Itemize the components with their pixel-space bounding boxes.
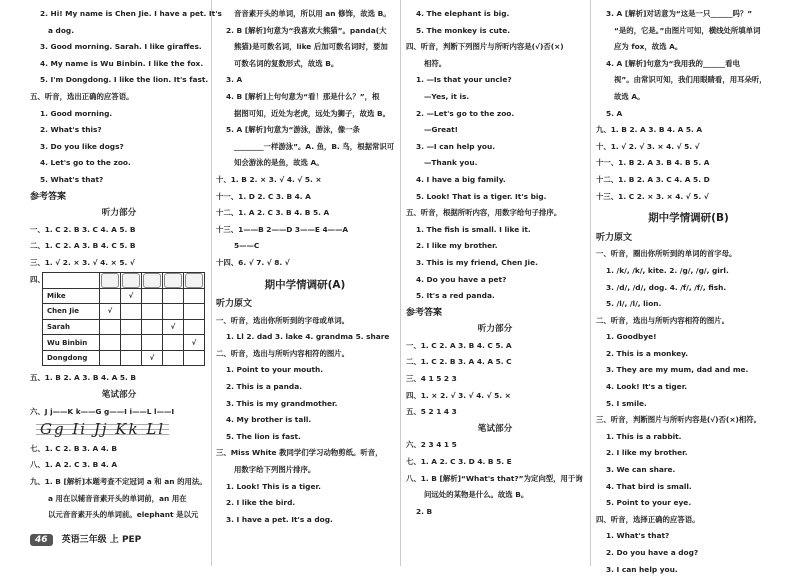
listening-heading: 听力部分 [477,324,513,335]
answer-line: 六、J j——K k——G g——I i——L l——I [30,406,175,416]
text-line: 3. This is my friend, Chen Jie. [416,257,538,267]
table-row [43,288,205,304]
text-line: 知会游泳的是鱼，故选 A。 [234,158,324,168]
row-name: Sarah [43,319,100,335]
row-name: Dongdong [43,350,100,366]
text-line: 1. This is a rabbit. [606,431,682,441]
text-line: 4. Do you have a pet? [416,274,507,284]
writing-heading: 笔试部分 [477,423,513,434]
text-line: 5. It's a red panda. [416,291,495,301]
answer-line: 一、1. C 2. B 3. C 4. A 5. B [30,224,136,234]
answer-line: 二、1. C 2. A 3. B 4. C 5. B [30,241,136,251]
text-line: 2. Hi! My name is Chen Jie. I have a pet. It's [40,9,222,18]
answer-line: 5——C [234,241,260,251]
section-heading: 五、听音，根据所听内容，用数字给句子排序。 [406,208,562,218]
table-cell [100,319,121,335]
answer-line: 二、1. C 2. B 3. A 4. A 5. C [406,357,512,367]
text-line: 4. The elephant is big. [416,9,510,18]
table-cell [163,350,184,366]
answer-line: 三、1. √ 2. × 3. √ 4. × 5. √ [30,257,135,267]
text-line: 2. I like my brother. [416,241,498,251]
answer-line: 八、1. A 2. C 3. B 4. A [30,460,118,470]
text-line: 1. Ll 2. dad 3. lake 4. grandma 5. share [226,332,390,342]
table-cell [142,335,163,351]
page-footer [30,532,141,546]
text-line: 1. The fish is small. I like it. [416,224,531,234]
text-line: 相符。 [424,58,447,68]
table-cell [121,304,142,320]
table-cell [121,319,142,335]
text-line: —Thank you. [424,158,478,168]
table-cell [184,350,205,366]
section-heading: 二、听音，选出与所听内容相符的图片。 [216,348,350,358]
text-line: ________一样游泳”。A. 鱼，B. 鸟，根据常识可 [234,141,395,151]
text-line: 2. Do you have a dog? [606,548,699,557]
text-line: 用数字给下列图片排序。 [234,465,316,475]
page-number: 46 [30,534,53,546]
text-line: 1. Look! This is a tiger. [226,481,321,491]
giraffe-icon [100,272,121,288]
text-line: a 用在以辅音音素开头的单词前，an 用在 [48,493,187,503]
text-line: 应为 fox，故选 A。 [614,42,683,52]
text-line: 5. Look! That is a tiger. It's big. [416,191,547,201]
table-row [43,319,205,335]
answer-line: 十三、1. C 2. × 3. × 4. √ 5. √ [596,191,709,201]
table-cell [142,304,163,320]
text-line: 故选 A。 [614,91,645,101]
text-line: 音音素开头的单词，所以用 an 修饰，故选 B。 [234,9,391,18]
text-line: 5. /l/, /l/, lion. [606,299,662,309]
answer-line: 五、5 2 1 4 3 [406,407,457,417]
answer-line: 七、1. A 2. C 3. D 4. B 5. E [406,457,512,467]
table-header-row [43,272,205,288]
text-line: 3. A [226,75,243,85]
table-cell [184,304,205,320]
text-line: “是的，它是。”由图片可知，横线处所填单词 [614,25,761,35]
table-cell [121,350,142,366]
table-cell [163,288,184,304]
text-line: 3. /d/, /d/, dog. 4. /f/, /f/, fish. [606,282,727,292]
text-line: 5. A [606,108,623,118]
section-heading: 一、听音，选出你所听到的字母或单词。 [216,315,350,325]
text-line: 2. This is a panda. [226,382,303,392]
text-line: 5. I'm Dongdong. I like the lion. It's fast. [40,75,209,85]
text-line: —Great! [424,125,459,135]
midterm-b-title: 期中学情调研(B) [648,212,729,225]
row-name: Mike [43,288,100,304]
table-cell [121,335,142,351]
table-cell [142,319,163,335]
section-heading: 四、听音，选择正确的应答语。 [596,514,700,524]
column-divider [590,0,591,566]
column-4 [596,6,781,578]
text-line: 3. A [解析]对话意为“这是一只______吗？” [606,9,753,18]
text-line: 问远处的某物是什么。故选 B。 [424,490,529,500]
text-line: 2. B [416,506,433,516]
text-line: 4. My brother is tall. [226,415,312,425]
text-line: 5. I smile. [606,398,647,408]
text-line: 据图可知，近处为老虎，远处为狮子，故选 B。 [234,108,391,118]
column-2 [216,6,394,528]
answer-line: 六、2 3 4 1 5 [406,440,457,450]
answer-line: 十、1. B 2. × 3. √ 4. √ 5. × [216,174,322,184]
listening-heading: 听力部分 [101,208,137,219]
text-line: 2. I like the bird. [226,498,296,508]
column-divider [400,0,401,566]
column-3 [406,6,584,520]
section-heading: 三、Miss White 教同学们学习动物剪纸。听音， [216,448,383,458]
table-cell: √ [184,335,205,351]
text-line: a dog. [48,25,75,35]
text-line: 3. They are my mum, dad and me. [606,365,749,375]
text-line: 5. A [解析]句意为“游泳，游泳，像一条 [226,125,360,135]
text-line: 5. The lion is fast. [226,431,301,441]
answer-line: 九、1. B 2. A 3. B 4. A 5. A [596,125,703,135]
table-corner [43,272,100,288]
text-line: 3. I have a pet. It's a dog. [226,514,333,524]
table-cell: √ [163,319,184,335]
transcript-heading: 听力原文 [216,299,253,310]
text-line: 熊猫)是可数名词，like 后加可数名词时，要加 [234,42,388,52]
text-line: 5. Point to your eye. [606,498,692,508]
table-cell [100,288,121,304]
text-line: 2. B [解析]句意为“我喜欢大熊猫”。panda(大 [226,25,387,35]
table-row [43,304,205,320]
text-line: 1. —Is that your uncle? [416,75,512,85]
answer-key-heading: 参考答案 [406,307,443,318]
text-line: 4. That bird is small. [606,481,692,491]
book-title: 英语三年级 上 PEP [61,535,142,545]
handwriting-sample: Gg Ii Jj Kk Ll [36,420,169,439]
text-line: 3. —I can help you. [416,141,496,151]
table-cell [163,304,184,320]
lion-icon [142,272,163,288]
text-line: 1. Goodbye! [606,332,657,342]
section-heading: 一、听音，圈出你所听到的单词的首字母。 [596,249,737,259]
text-line: 4. A [解析]句意为“我用我的______看电 [606,58,740,68]
answer-line: 一、1. C 2. A 3. B 4. C 5. A [406,340,512,350]
table-cell [163,335,184,351]
text-line: 3. Do you like dogs? [40,141,124,151]
text-line: —Yes, it is. [424,91,470,101]
text-line: 5. The monkey is cute. [416,25,511,35]
text-line: 4. B [解析]上句句意为“看！那是什么？”，根 [226,91,380,101]
text-line: 4. I have a big family. [416,174,506,184]
text-line: 1. Good morning. [40,108,113,118]
section-heading: 五、听音，选出正确的应答语。 [30,91,134,101]
text-line: 4. My name is Wu Binbin. I like the fox. [40,58,204,68]
text-line: 2. I like my brother. [606,448,688,458]
section-heading: 四、听音，判断下列图片与所听内容是(√)否(×) [406,42,564,52]
table-cell: √ [100,304,121,320]
transcript-heading: 听力原文 [596,232,633,243]
answer-table [42,272,205,367]
table-cell [142,288,163,304]
table-row [43,335,205,351]
answer-line: 五、1. B 2. A 3. B 4. A 5. B [30,373,137,383]
table-cell: √ [121,288,142,304]
text-line: 以元音音素开头的单词前。elephant 是以元 [48,510,199,520]
dog-icon [121,272,142,288]
table-row [43,350,205,366]
answer-line: 八、1. B [解析]“What's that?”为定向型，用于询 [406,473,583,483]
answer-line: 十四、6. √ 7. √ 8. √ [216,257,290,267]
table-cell [184,319,205,335]
answer-line: 七、1. C 2. B 3. A 4. B [30,443,118,453]
text-line: 3. This is my grandmother. [226,398,338,408]
fox-icon [184,272,205,288]
text-line: 4. Look! It's a tiger. [606,382,688,392]
column-divider [211,0,212,566]
writing-heading: 笔试部分 [101,390,137,401]
answer-line: 十一、1. B 2. A 3. B 4. B 5. A [596,158,710,168]
text-line: 3. Good morning. Sarah. I like giraffes. [40,42,202,52]
answer-line: 十一、1. D 2. C 3. B 4. A [216,191,311,201]
answer-line: 十二、1. A 2. C 3. B 4. B 5. A [216,208,330,218]
table-cell [100,350,121,366]
text-line: 3. I can help you. [606,564,678,574]
text-line: 1. Point to your mouth. [226,365,324,375]
text-line: 可数名词的复数形式，故选 B。 [234,58,339,68]
text-line: 2. This is a monkey. [606,348,689,358]
answer-line: 十三、1——B 2——D 3——E 4——A [216,224,349,234]
text-line: 2. —Let's go to the zoo. [416,108,515,118]
section-heading: 二、听音，选出与所听内容相符的图片。 [596,315,730,325]
text-line: 1. What's that? [606,531,670,541]
text-line: 3. We can share. [606,465,676,475]
text-line: 1. /k/, /k/, kite. 2. /g/, /g/, girl. [606,265,729,275]
table-cell: √ [142,350,163,366]
answer-key-heading: 参考答案 [30,191,67,202]
text-line: 2. What's this? [40,125,102,135]
table-cell [100,335,121,351]
midterm-a-title: 期中学情调研(A) [264,278,346,291]
text-line: 视”。由常识可知，我们用眼睛看，用耳朵听， [614,75,767,85]
answer-line: 十二、1. B 2. A 3. C 4. A 5. D [596,174,710,184]
section-heading: 三、听音，判断图片与所听内容是(√)否(×)相符。 [596,415,762,425]
row-name: Wu Binbin [43,335,100,351]
text-line: 4. Let's go to the zoo. [40,158,131,168]
answer-line: 四、1. × 2. √ 3. √ 4. √ 5. × [406,390,511,400]
text-line: 5. What's that? [40,174,104,184]
table-cell [184,288,205,304]
row-name: Chen Jie [43,304,100,320]
fox-icon [163,272,184,288]
section-label: 四、 [30,274,45,284]
answer-line: 三、4 1 5 2 3 [406,374,457,384]
answer-line: 九、1. B [解析]本题考查不定冠词 a 和 an 的用法。 [30,477,207,487]
column-1 [30,6,222,524]
answer-line: 十、1. √ 2. √ 3. × 4. √ 5. √ [596,141,700,151]
